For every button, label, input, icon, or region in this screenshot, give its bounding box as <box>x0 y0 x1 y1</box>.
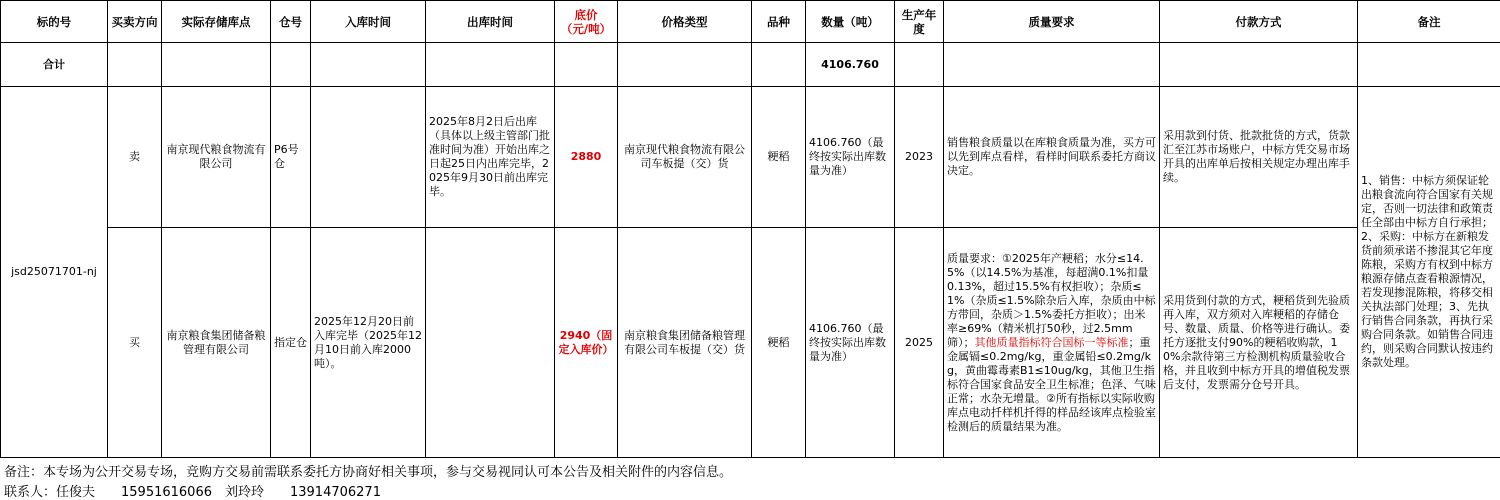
header-quantity: 数量（吨） <box>806 1 895 43</box>
row1-out-time: 2025年8月2日后出库（具体以上级主管部门批准时间为准）开始出库之日起25日内出库完毕，2025年9月30日前出库完毕。 <box>426 87 555 228</box>
header-year: 生产年度 <box>895 1 944 43</box>
footer-note: 备注：本专场为公开交易专场，竞购方交易前需联系委托方协商好相关事项，参与交易视同认可本公告及相关附件的内容信息。 <box>4 465 733 480</box>
header-bin: 仓号 <box>271 1 311 43</box>
row2-variety: 粳稻 <box>752 228 806 458</box>
row1-storage: 南京现代粮食物流有限公司 <box>162 87 271 228</box>
total-row <box>1 43 1500 87</box>
total-quantity: 4106.760 <box>806 43 895 87</box>
table-row <box>1 87 1500 228</box>
header-out-time: 出库时间 <box>426 1 555 43</box>
lot-number: jsd25071701-nj <box>1 87 108 458</box>
header-direction: 买卖方向 <box>108 1 162 43</box>
row2-quantity: 4106.760（最终按实际出库数量为准） <box>806 228 895 458</box>
row2-storage: 南京粮食集团储备粮管理有限公司 <box>162 228 271 458</box>
row1-payment: 采用款到付货、批款批货的方式，货款汇至江苏市场账户，中标方凭交易市场开具的出库单后按相关规定办理出库手续。 <box>1160 87 1358 228</box>
row2-quality-part1: 质量要求：①2025年产粳稻；水分≤14.5%（以14.5%为基准，每超满0.1%扣量0.13%，超过15.5%有权拒收）；杂质≤1%（杂质≤1.5%除杂后入库，杂质由中标方带回，杂质＞1.5%委托方拒收）；出米率≥69%（精米机打50秒，过2.5mm筛）； <box>947 251 1156 349</box>
row1-quality <box>944 87 1160 228</box>
remark-cell: 1、销售：中标方须保证轮出粮食流向符合国家有关规定，否则一切法律和政策责任全部由中标方自行承担；2、采购：中标方在新粮发货前须承诺不掺混其它年度陈粮，采购方有权到中标方粮源存储点查看粮源情况，若发现掺混陈粮，将移交相关执法部门处理；3、先执行销售合同条款，再执行采购合同条款。如销售合同违约，则采购合同默认按违约条款处理。 <box>1358 87 1500 458</box>
total-label: 合计 <box>1 43 108 87</box>
row2-quality <box>944 228 1160 458</box>
header-price-line1: 底价 <box>574 7 598 22</box>
row1-direction: 卖 <box>108 87 162 228</box>
header-price <box>555 1 618 43</box>
row2-in-time: 2025年12月20日前入库完毕（2025年12月10日前入库2000吨）。 <box>311 228 426 458</box>
row2-price: 2940（固定入库价） <box>555 228 618 458</box>
row1-variety: 粳稻 <box>752 87 806 228</box>
row2-payment: 采用货到付款的方式，粳稻货到先验质再入库，双方须对入库粳稻的存储仓号、数量、质量、价格等进行确认。委托方逐批支付90%的粳稻收购款，10%余款待第三方检测机构质量验收合格，并且收到中标方开具的增值税发票后支付，发票需分仓号开具。 <box>1160 228 1358 458</box>
row1-quality-text: 销售粮食质量以在库粮食质量为准，买方可以先到库点看样，看样时间联系委托方商议决定。 <box>947 136 1156 177</box>
row2-year: 2025 <box>895 228 944 458</box>
header-price-type: 价格类型 <box>618 1 752 43</box>
header-variety: 品种 <box>752 1 806 43</box>
row2-price-type: 南京粮食集团储备粮管理有限公司车板提（交）货 <box>618 228 752 458</box>
row2-bin: 指定仓 <box>271 228 311 458</box>
header-remark: 备注 <box>1358 1 1500 43</box>
header-in-time: 入库时间 <box>311 1 426 43</box>
row1-price: 2880 <box>555 87 618 228</box>
header-price-line2: （元/吨） <box>560 21 612 36</box>
footer-contact: 联系人：任俊夫 15951616066 刘玲玲 13914706271 <box>4 485 381 500</box>
header-quality: 质量要求 <box>944 1 1160 43</box>
row1-quantity: 4106.760（最终按实际出库数量为准） <box>806 87 895 228</box>
row2-out-time <box>426 228 555 458</box>
row2-direction: 买 <box>108 228 162 458</box>
header-payment: 付款方式 <box>1160 1 1358 43</box>
row1-year: 2023 <box>895 87 944 228</box>
row2-quality-part3: ；重金属镉≤0.2mg/kg，重金属铅≤0.2mg/kg，黄曲霉毒素B1≤10ug/kg，其他卫生指标符合国家食品安全卫生标准；色泽、气味正常；水杂无增量。②所有指标以实际收购库点电动扦样机扦得的样品经该库点检验室检测后的质量结果为准。 <box>947 335 1156 433</box>
row1-in-time <box>311 87 426 228</box>
row1-price-type: 南京现代粮食物流有限公司车板提（交）货 <box>618 87 752 228</box>
row1-bin: P6号仓 <box>271 87 311 228</box>
table-row <box>1 228 1500 458</box>
header-storage: 实际存储库点 <box>162 1 271 43</box>
header-row <box>1 1 1500 43</box>
header-lot-no: 标的号 <box>1 1 108 43</box>
row2-quality-highlight: 其他质量指标符合国标一等标准 <box>974 335 1129 349</box>
